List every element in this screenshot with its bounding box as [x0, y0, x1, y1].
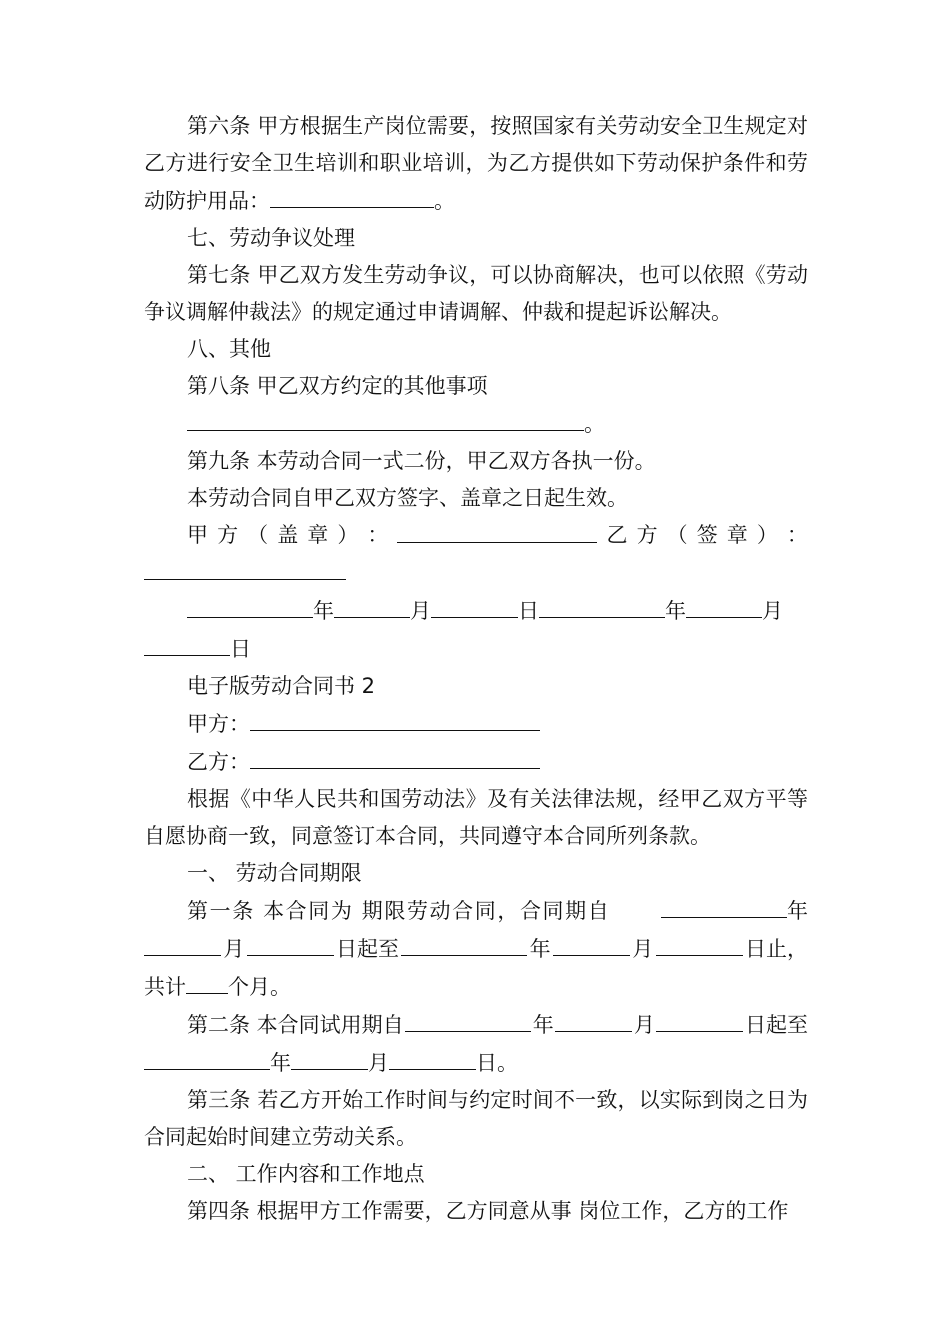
effective-clause: 本劳动合同自甲乙双方签字、盖章之日起生效。 [187, 486, 628, 510]
article-6-text: 第六条 甲方根据生产岗位需要，按照国家有关劳动安全卫生规定对乙方进行安全卫生培训和职业培训，为乙方提供如下劳动保护条件和劳动防护用品： [144, 114, 808, 213]
article-2-start-day-blank [656, 1006, 743, 1032]
article-1-start-day-blank [247, 930, 334, 956]
article-1-lead: 第一条 本合同为 期限劳动合同，合同期自 [187, 899, 611, 923]
article-1-line-3 [144, 968, 808, 1006]
article-1-total-prefix: 共计 [144, 975, 186, 999]
article-1-months-blank [186, 968, 228, 994]
party-b-label: 乙方： [187, 750, 250, 774]
article-2-end-year-label: 年 [270, 1051, 291, 1075]
article-1-end-year-label: 年 [529, 937, 551, 961]
article-3: 第三条 若乙方开始工作时间与约定时间不一致，以实际到岗之日为合同起始时间建立劳动关系。 [144, 1088, 808, 1149]
party-a-day-label: 日 [518, 599, 539, 623]
party-b-char-1: 乙 [606, 523, 628, 547]
party-a-month-label: 月 [410, 599, 431, 623]
article-2-end: 日。 [476, 1051, 518, 1075]
party-b-char-3: （ [666, 523, 688, 547]
article-2-lead: 第二条 本合同试用期自 [187, 1013, 404, 1037]
party-a-year-blank [187, 592, 313, 618]
article-2-end-month-blank [291, 1044, 368, 1070]
party-b-month-label: 月 [762, 599, 783, 623]
article-6 [144, 108, 808, 220]
party-a-day-blank [431, 592, 518, 618]
contract-2-preamble: 根据《中华人民共和国劳动法》及有关法律法规，经甲乙双方平等自愿协商一致，同意签订本合同，共同遵守本合同所列条款。 [144, 787, 808, 848]
article-4: 第四条 根据甲方工作需要，乙方同意从事 岗位工作，乙方的工作 [187, 1199, 789, 1223]
article-2-start-year-label: 年 [532, 1013, 554, 1037]
article-2-start-month-label: 月 [633, 1013, 655, 1037]
contract-2-party-b [144, 743, 808, 781]
article-2-start-year-blank [405, 1006, 531, 1032]
party-b-char-6: ） [756, 523, 778, 547]
party-b-name-blank [250, 743, 540, 769]
article-1-start-year-label: 年 [787, 899, 808, 923]
signing-dates-line [187, 592, 808, 630]
party-a-char-1: 甲 [187, 523, 208, 547]
article-2-from-to: 日起至 [744, 1013, 808, 1037]
article-1-line-2 [144, 930, 808, 968]
party-a-char-5: 章 [307, 523, 329, 547]
article-2-end-year-blank [144, 1044, 270, 1070]
article-1-to-end: 日止， [744, 937, 808, 961]
other-matters-blank [187, 405, 584, 431]
article-1-end-month-label: 月 [632, 937, 654, 961]
party-a-label: 甲方： [187, 712, 250, 736]
protection-blank [270, 182, 434, 208]
party-a-char-2: 方 [217, 523, 239, 547]
party-b-day-line [144, 630, 808, 668]
article-8: 第八条 甲乙双方约定的其他事项 [187, 374, 488, 398]
party-b-month-blank [686, 592, 762, 618]
article-6-end: 。 [434, 189, 455, 213]
contract-2-section-2-heading: 二、 工作内容和工作地点 [187, 1162, 425, 1186]
article-8-blank-line [144, 405, 808, 443]
party-b-year-blank [539, 592, 665, 618]
article-1-total-suffix: 个月。 [228, 975, 291, 999]
section-7-heading: 七、劳动争议处理 [187, 226, 355, 250]
party-b-char-4: 签 [696, 523, 718, 547]
article-1-start-month-label: 月 [223, 937, 245, 961]
article-2-line-2 [144, 1044, 808, 1082]
signature-line [187, 517, 808, 554]
party-b-day-blank [144, 630, 230, 656]
article-1-end-year-blank [401, 930, 527, 956]
article-2-line-1 [187, 1006, 808, 1044]
party-b-signature-blank [144, 554, 346, 580]
party-a-name-blank [250, 705, 540, 731]
party-a-char-3: （ [247, 523, 269, 547]
article-1-start-year-blank [661, 892, 787, 918]
contract-2-title: 电子版劳动合同书 2 [187, 674, 376, 698]
article-1-line-1 [187, 892, 808, 930]
article-1-end-month-blank [553, 930, 630, 956]
party-a-char-4: 盖 [277, 523, 299, 547]
contract-2-section-1-heading: 一、 劳动合同期限 [187, 861, 362, 885]
party-b-signature-blank-line [144, 554, 808, 592]
party-b-year-label: 年 [665, 599, 686, 623]
document-page [144, 108, 808, 1230]
article-9: 第九条 本劳动合同一式二份，甲乙双方各执一份。 [187, 449, 656, 473]
party-b-char-7: ： [786, 523, 808, 547]
article-1-end-day-blank [656, 930, 743, 956]
party-b-day-label: 日 [230, 637, 251, 661]
article-2-end-day-blank [389, 1044, 476, 1070]
article-1-from-to: 日起至 [335, 937, 399, 961]
article-7: 第七条 甲乙双方发生劳动争议，可以协商解决，也可以依照《劳动争议调解仲裁法》的规定通过申请调解、仲裁和提起诉讼解决。 [144, 263, 808, 324]
party-a-char-7: ： [367, 523, 389, 547]
party-a-char-6: ） [337, 523, 359, 547]
article-1-start-month-blank [144, 930, 221, 956]
article-2-start-month-blank [555, 1006, 632, 1032]
party-a-month-blank [334, 592, 410, 618]
section-8-heading: 八、其他 [187, 337, 271, 361]
party-a-seal-blank [397, 517, 597, 543]
party-b-char-5: 章 [726, 523, 748, 547]
contract-2-party-a [144, 705, 808, 743]
party-b-char-2: 方 [636, 523, 658, 547]
party-a-year-label: 年 [313, 599, 334, 623]
article-8-end: 。 [584, 412, 605, 436]
article-2-end-month-label: 月 [368, 1051, 389, 1075]
